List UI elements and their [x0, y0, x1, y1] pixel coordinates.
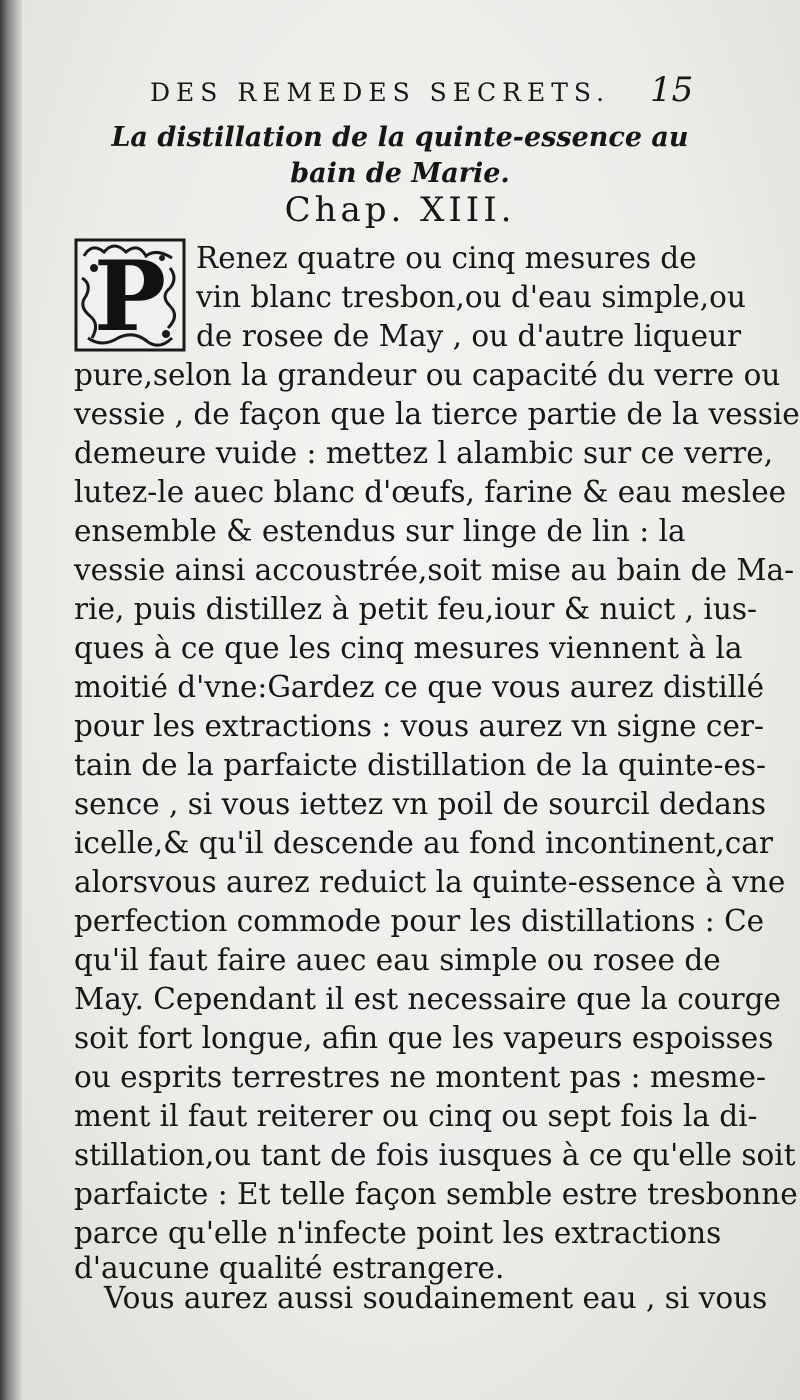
- text-line: rie, puis distillez à petit feu,iour & nuict , ius-: [74, 592, 757, 626]
- chapter-heading: Chap. XIII.: [284, 190, 516, 230]
- text-line: pure,selon la grandeur ou capacité du verre ou: [74, 358, 781, 392]
- page-gutter-shadow: [0, 0, 22, 1400]
- chapter-title-line-1: La distillation de la quinte-essence au: [111, 122, 689, 153]
- text-line: Renez quatre ou cinq mesures de: [196, 241, 697, 275]
- text-line: demeure vuide : mettez l alambic sur ce verre,: [74, 436, 774, 470]
- text-line: ou esprits terrestres ne montent pas : mesme-: [74, 1060, 766, 1094]
- text-line: ensemble & estendus sur linge de lin : la: [74, 514, 686, 548]
- text-line: moitié d'vne:Gardez ce que vous aurez distillé: [74, 670, 765, 704]
- text-line: vin blanc tresbon,ou d'eau simple,ou: [196, 280, 746, 314]
- text-line: ment il faut reiterer ou cinq ou sept fois la di-: [74, 1099, 758, 1133]
- text-line: vessie ainsi accoustrée,soit mise au bain de Ma-: [74, 553, 795, 587]
- text-line: alorsvous aurez reduict la quinte-essence à vne: [74, 865, 786, 899]
- text-line: perfection commode pour les distillations : Ce: [74, 904, 765, 938]
- text-line: sence , si vous iettez vn poil de sourcil dedans: [74, 787, 766, 821]
- text-line: lutez-le auec blanc d'œufs, farine & eau meslee: [74, 475, 787, 509]
- page-number: 15: [650, 70, 694, 110]
- chapter-title-line-2: bain de Marie.: [290, 158, 510, 189]
- text-line: tain de la parfaicte distillation de la quinte-es-: [74, 748, 767, 782]
- text-line: stillation,ou tant de fois iusques à ce qu'elle soit: [74, 1138, 796, 1172]
- text-line: parfaicte : Et telle façon semble estre tresbonne: [74, 1177, 798, 1211]
- text-line: ques à ce que les cinq mesures viennent à la: [74, 631, 743, 665]
- text-line: parce qu'elle n'infecte point les extractions: [74, 1216, 722, 1250]
- text-line: soit fort longue, afin que les vapeurs espoisses: [74, 1021, 774, 1055]
- text-line: icelle,& qu'il descende au fond incontinent,car: [74, 826, 773, 860]
- text-line: pour les extractions : vous aurez vn signe cer-: [74, 709, 764, 743]
- running-head: DES REMEDES SECRETS.: [150, 78, 611, 107]
- text-line: d'aucune qualité estrangere.: [74, 1251, 505, 1285]
- text-line: de rosee de May , ou d'autre liqueur: [196, 319, 742, 353]
- ornamental-initial-p: [74, 238, 186, 352]
- svg-text:P: P: [93, 240, 167, 352]
- text-line: qu'il faut faire auec eau simple ou rosee de: [74, 943, 721, 977]
- text-line: vessie , de façon que la tierce partie de la vessie: [74, 397, 800, 431]
- text-line: Vous aurez aussi soudainement eau , si vous: [104, 1281, 768, 1315]
- text-line: May. Cependant il est necessaire que la courge: [74, 982, 781, 1016]
